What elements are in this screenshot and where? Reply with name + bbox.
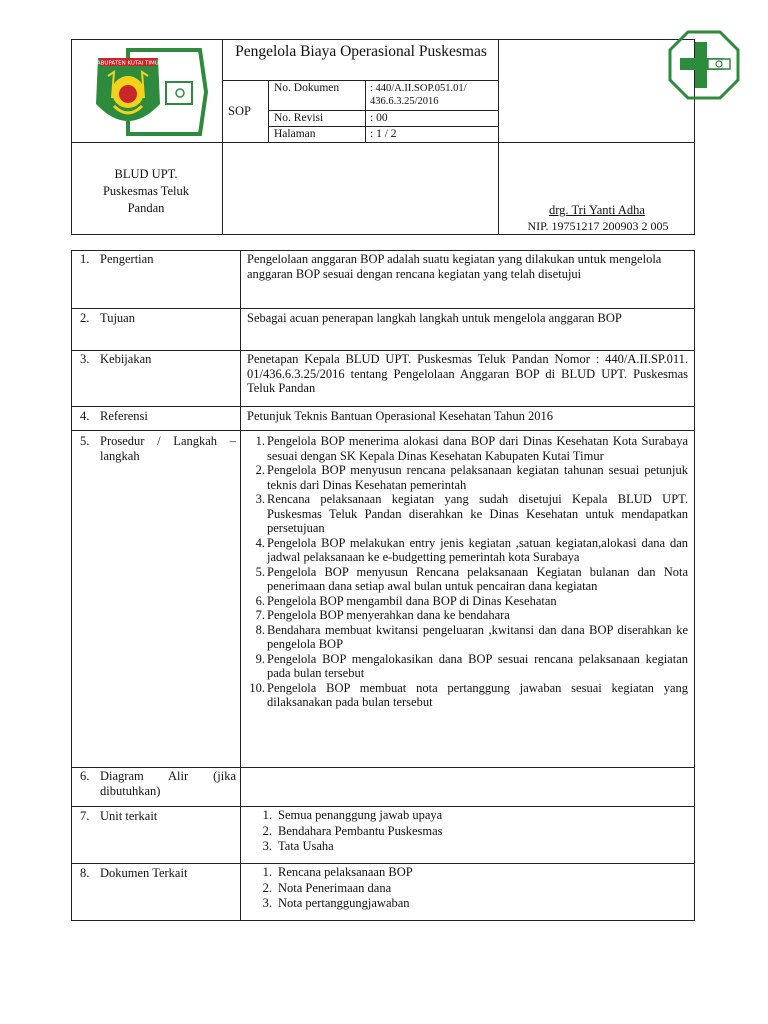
list-item: 9. Pengelola BOP mengalokasikan dana BOP sesuai rencana pelaksanaan kegiatan pada bulan tersebut (255, 651, 688, 680)
document-title: Pengelola Biaya Operasional Puskesmas (235, 43, 487, 60)
organization-name: BLUD UPT. Puskesmas Teluk Pandan (102, 167, 190, 215)
list-item: 3. Tata Usaha (262, 839, 334, 853)
signer-name: drg. Tri Yanti Adha (549, 203, 645, 217)
kabupaten-logo (88, 46, 208, 138)
list-item: 3. Rencana pelaksanaan kegiatan yang sudah disetujui Kepala BLUD UPT. Puskesmas Teluk Pandan diserahkan ke Dinas Kesehatan untuk mendapatkan persetujuan (255, 492, 688, 535)
logo-text: KABUPATEN KUTAI TIMUR (93, 60, 163, 67)
field-value-dokumen: : 440/A.II.SOP.051.01/ 436.6.3.25/2016 (370, 83, 467, 107)
list-item: 2. Bendahara Pembantu Puskesmas (262, 823, 443, 838)
field-value-halaman: : 1 / 2 (370, 128, 397, 140)
list-item: 1. Semua penanggung jawab upaya (262, 808, 443, 822)
field-label-halaman: Halaman (274, 128, 316, 140)
text-pengertian: Pengelolaan anggaran BOP adalah suatu kegiatan yang dilakukan untuk mengelola anggaran BOP sesuai dengan rencana kegiatan yang telah disetujui (247, 252, 662, 281)
list-item: 7. Pengelola BOP menyerahkan dana ke bendahara (255, 608, 510, 622)
text-referensi: Petunjuk Teknis Bantuan Operasional Kesehatan Tahun 2016 (247, 409, 554, 423)
field-label-revisi: No. Revisi (274, 112, 324, 124)
label-prosedur: 5. Prosedur / Langkah – langkah (80, 434, 236, 463)
field-label-dokumen: No. Dokumen (274, 82, 340, 94)
list-item: 4. Pengelola BOP melakukan entry jenis kegiatan ,satuan kegiatan,alokasi dana dan jadwal pelaksanaan ke e-budgetting pemerintah kota Surabaya (255, 535, 688, 564)
list-item: 1. Rencana pelaksanaan BOP (262, 865, 413, 879)
list-item: 5. Pengelola BOP menyusun Rencana pelaksanaan Kegiatan bulanan dan Nota penerimaan dana setiap awal bulan untuk pencairan dana kegiatan (255, 564, 688, 593)
list-item: 2. Pengelola BOP menyusun rencana pelaksanaan kegiatan tahunan sesuai petunjuk teknis dari Dinas Kesehatan pemerintah (255, 463, 688, 492)
puskesmas-logo (668, 30, 740, 100)
sop-label: SOP (228, 104, 251, 118)
list-item: 8. Bendahara membuat kwitansi pengeluaran ,kwitansi dan dana BOP diserahkan ke pengelola BOP (255, 622, 688, 651)
list-item: 10. Pengelola BOP membuat nota pertanggung jawaban sesuai kegiatan yang dilaksanakan pada bulan tersebut (249, 680, 688, 709)
list-item: 3. Nota pertanggungjawaban (262, 896, 410, 910)
text-tujuan: Sebagai acuan penerapan langkah langkah untuk mengelola anggaran BOP (247, 311, 622, 325)
list-item: 6. Pengelola BOP mengambil dana BOP di Dinas Kesehatan (255, 593, 557, 608)
text-kebijakan: Penetapan Kepala BLUD UPT. Puskesmas Teluk Pandan Nomor : 440/A.II.SP.011. 01/436.6.3.25/2016 tentang Pengelolaan Anggaran BOP di BLUD UPT. Puskesmas Teluk Pandan (247, 352, 688, 395)
dokumen-list (248, 865, 688, 912)
label-diagram: 6. Diagram Alir (jika dibutuhkan) (80, 769, 236, 798)
field-value-revisi: : 00 (370, 112, 388, 124)
list-item: 2. Nota Penerimaan dana (262, 880, 392, 895)
list-item: 1. Pengelola BOP menerima alokasi dana BOP dari Dinas Kesehatan Kota Surabaya sesuai dengan SK Kepala Dinas Kesehatan Kabupaten Kutai Timur (255, 434, 688, 463)
procedure-steps (247, 434, 688, 710)
unit-list (248, 808, 688, 855)
signer-nip: NIP. 19751217 200903 2 005 (527, 219, 669, 233)
